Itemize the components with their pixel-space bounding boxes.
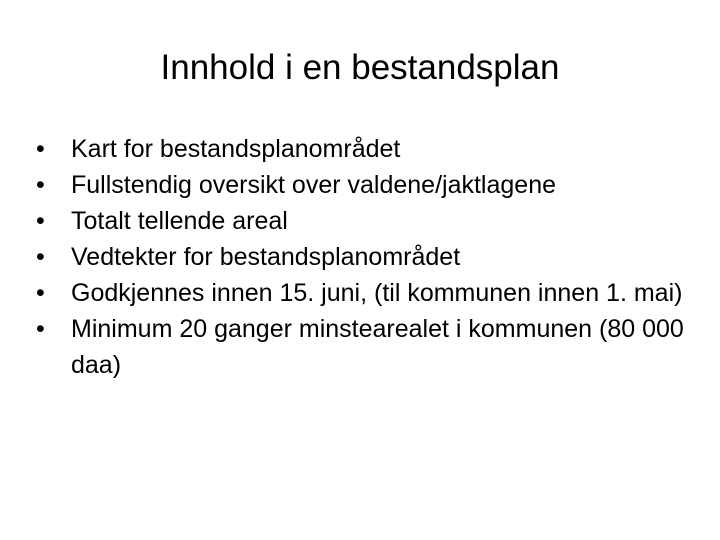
bullet-item — [36, 203, 686, 239]
slide-title: Innhold i en bestandsplan — [160, 48, 560, 87]
bullet-dot-icon: • — [36, 243, 45, 271]
bullet-text: Fullstendig oversikt over valdene/jaktlagene — [71, 171, 556, 199]
bullet-item — [36, 275, 686, 311]
bullet-text: Minimum 20 ganger minstearealet i kommunen (80 000 daa) — [71, 315, 684, 379]
bullet-item — [36, 239, 686, 275]
bullet-item — [36, 311, 686, 383]
bullet-dot-icon: • — [36, 207, 45, 235]
bullet-item — [36, 167, 686, 203]
bullet-text: Kart for bestandsplanområdet — [71, 135, 401, 163]
bullet-item — [36, 131, 686, 167]
bullet-text: Totalt tellende areal — [71, 207, 288, 235]
bullet-text: Vedtekter for bestandsplanområdet — [71, 243, 461, 271]
bullet-dot-icon: • — [36, 279, 45, 307]
bullet-dot-icon: • — [36, 315, 45, 343]
bullet-dot-icon: • — [36, 171, 45, 199]
bullet-list — [36, 131, 686, 383]
bullet-text: Godkjennes innen 15. juni, (til kommunen innen 1. mai) — [71, 279, 683, 307]
bullet-dot-icon: • — [36, 135, 45, 163]
